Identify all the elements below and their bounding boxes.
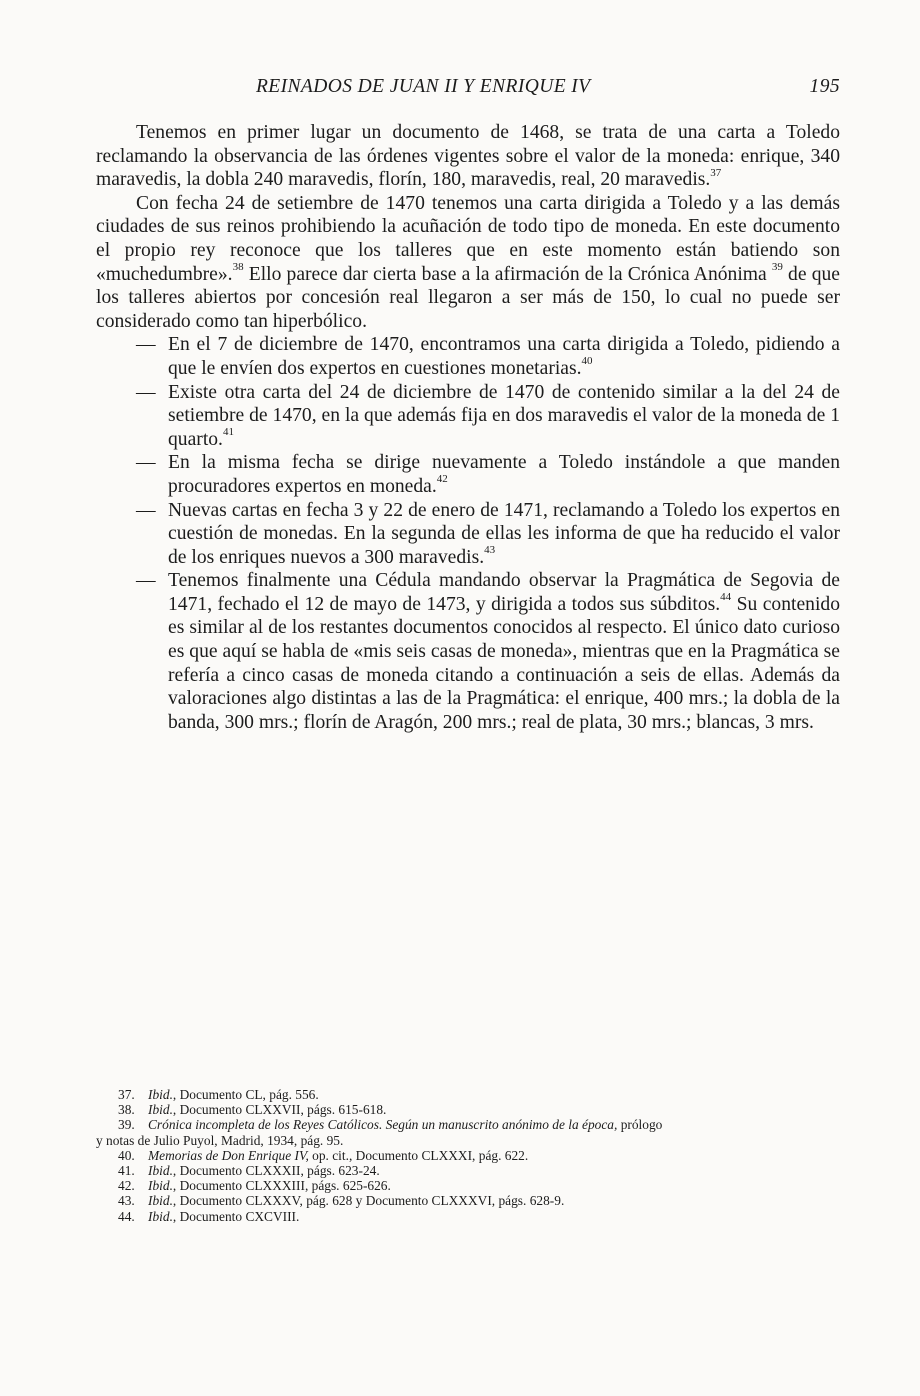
list-item: — En el 7 de diciembre de 1470, encontramos una carta dirigida a Toledo, pidiendo a que le envíen dos expertos en cuestiones monetarias.$^{40}$: [136, 334, 840, 379]
body-text: [96, 121, 840, 734]
dash-bullet: —: [136, 381, 156, 403]
footnotes: [96, 1087, 840, 1224]
paragraph: Tenemos en primer lugar un documento de 1468, se trata de una carta a Toledo reclamando la observancia de las órdenes vigentes sobre el valor de la moneda: enrique, 340 maravedis, la dobla 240 maravedis, florín, 180, maravedis, real, 20 maravedis.$^{37}$: [96, 122, 840, 191]
footnote: 44. Ibid., Documento CXCVIII.: [118, 1208, 300, 1224]
footnote-number: 39.: [118, 1117, 135, 1133]
footnote-ref[interactable]: 44: [720, 591, 732, 604]
footnote-ref[interactable]: 41: [222, 426, 234, 439]
footnote-number: 43.: [118, 1193, 135, 1209]
footnote-ref[interactable]: 38: [232, 261, 244, 274]
list-item: — Existe otra carta del 24 de diciembre de 1470 de contenido similar a la del 24 de setiembre de 1470, en la que además fija en dos maravedis el valor de la moneda de 1 quarto.$^{41}$: [136, 381, 840, 450]
footnote: 39. Crónica incompleta de los Reyes Católicos. Según un manuscrito anónimo de la época, prólogo y notas de Julio Puyol, Madrid, 1934, pág. 95.: [96, 1117, 663, 1148]
footnote: 43. Ibid., Documento CLXXXV, pág. 628 y Documento CLXXXVI, págs. 628-9.: [118, 1193, 565, 1209]
footnote-ref[interactable]: 40: [581, 355, 593, 368]
footnote: 38. Ibid., Documento CLXXVII, págs. 615-618.: [118, 1102, 387, 1118]
footnote-ref[interactable]: 37: [710, 166, 722, 179]
footnote-ref[interactable]: 42: [436, 473, 448, 486]
footnote-number: 40.: [118, 1147, 135, 1163]
footnote-number: 38.: [118, 1102, 135, 1118]
footnote-ref[interactable]: 43: [484, 544, 496, 557]
footnote-number: 41.: [118, 1163, 135, 1179]
dash-bullet: —: [136, 570, 156, 592]
list-item: — Tenemos finalmente una Cédula mandando observar la Pragmática de Segovia de 1471, fechado el 12 de mayo de 1473, y dirigida a todos sus súbditos.$^{44}$ Su contenido es similar al de los restantes documentos conocidos al respecto. El único dato curioso es que aquí se habla de «mis seis casas de moneda», mientras que en la Pragmática se refería a cinco casas de moneda citando a continuación a seis de ellas. Además da valoraciones algo distintas a las de la Pragmática: el enrique, 400 mrs.; la dobla de la banda, 300 mrs.; florín de Aragón, 200 mrs.; real de plata, 30 mrs.; blancas, 3 mrs.: [136, 570, 840, 733]
paragraph: Con fecha 24 de setiembre de 1470 tenemos una carta dirigida a Toledo y a las demás ciudades de sus reinos prohibiendo la acuñación de todo tipo de moneda. En este documento el propio rey reconoce que los talleres que en este momento están batiendo son «muchedumbre».$^{38}$ Ello parece dar cierta base a la afirmación de la Crónica Anónima $^{39}$ de que los talleres abiertos por concesión real llegaron a ser más de 150, lo cual no puede ser considerado como tan hiperbólico.: [96, 192, 840, 332]
list-item: — Nuevas cartas en fecha 3 y 22 de enero de 1471, reclamando a Toledo los expertos en cuestión de monedas. En la segunda de ellas les informa de que ha reducido el valor de los enriques nuevos a 300 maravedis.$^{43}$: [136, 499, 840, 568]
running-head: [96, 76, 840, 104]
footnote: 42. Ibid., Documento CLXXXIII, págs. 625-626.: [118, 1178, 391, 1194]
footnote-number: 37.: [118, 1087, 135, 1102]
dash-bullet: —: [136, 334, 156, 356]
list-item: — En la misma fecha se dirige nuevamente a Toledo instándole a que manden procuradores expertos en moneda.$^{42}$: [136, 452, 840, 497]
footnote: 40. Memorias de Don Enrique IV, op. cit., Documento CLXXXI, pág. 622.: [118, 1147, 529, 1163]
footnote: 41. Ibid., Documento CLXXXII, págs. 623-24.: [118, 1163, 380, 1179]
dash-bullet: —: [136, 499, 156, 521]
dash-bullet: —: [136, 452, 156, 474]
footnote-ref[interactable]: 39: [771, 261, 783, 274]
page-number: 195: [809, 76, 840, 97]
footnote-number: 44.: [118, 1208, 135, 1224]
chapter-title: REINADOS DE JUAN II Y ENRIQUE IV: [256, 76, 591, 97]
footnote-number: 42.: [118, 1178, 135, 1194]
footnote: 37. Ibid., Documento CL, pág. 556.: [118, 1087, 319, 1102]
